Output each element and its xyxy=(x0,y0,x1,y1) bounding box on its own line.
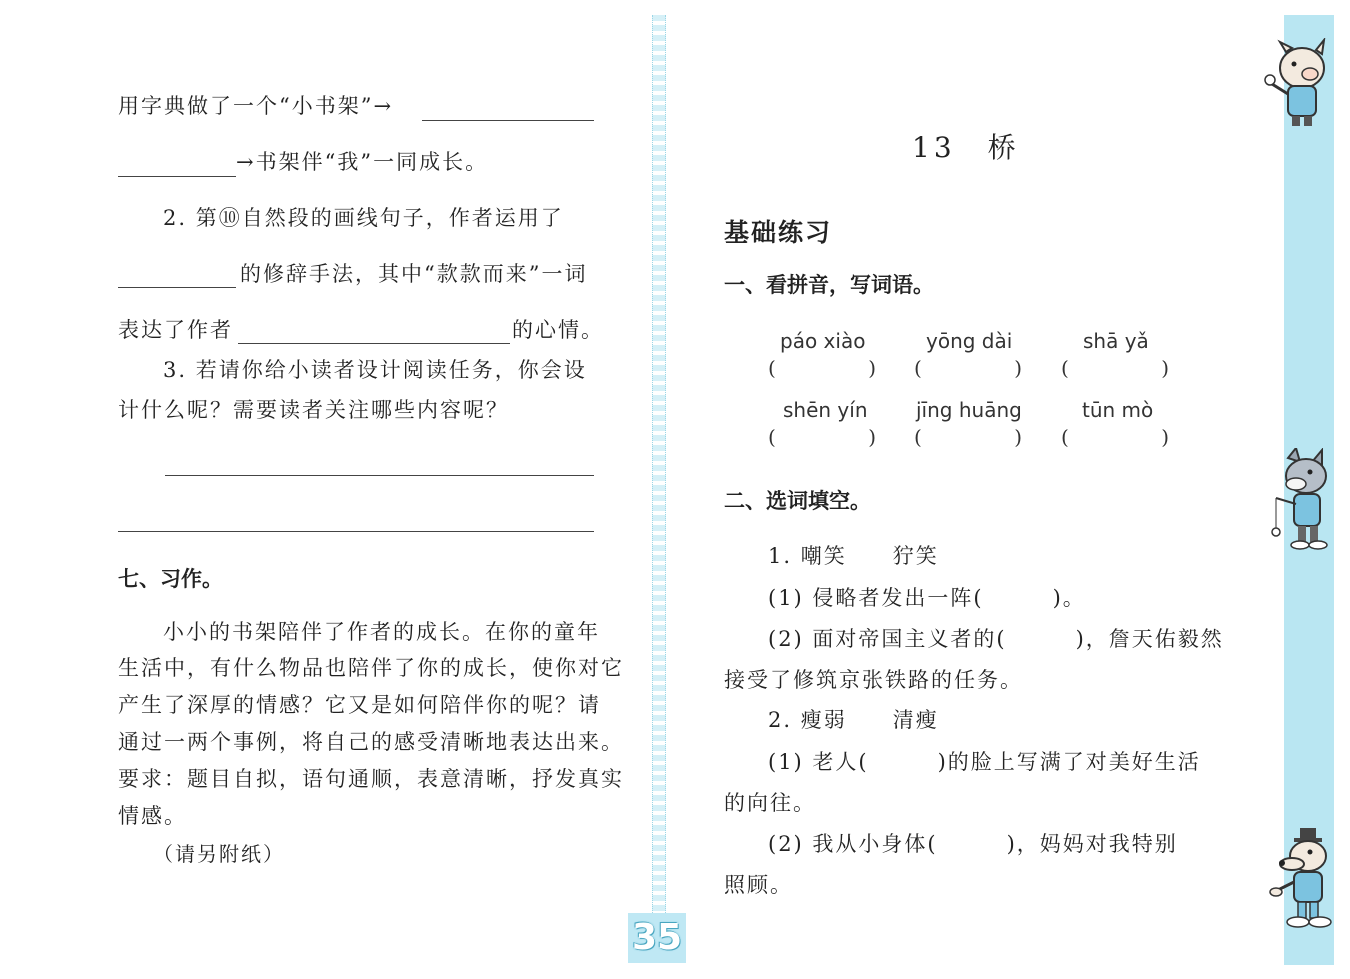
word-choice-1: 1. 嘲笑 狞笑 xyxy=(768,544,939,568)
left-line-2: →书架伴“我”一同成长。 xyxy=(236,150,489,174)
pinyin-label: jīng huāng xyxy=(916,398,1022,422)
essay-line: 通过一两个事例，将自己的感受清晰地表达出来。 xyxy=(118,730,624,754)
essay-line: 要求：题目自拟，语句通顺，表意清晰，抒发真实 xyxy=(118,767,624,791)
sentence: 接受了修筑京张铁路的任务。 xyxy=(724,668,1023,692)
question-2-line-1: 2. 第⑩自然段的画线句子，作者运用了 xyxy=(163,206,564,230)
question-3-line-2: 计什么呢？需要读者关注哪些内容呢？ xyxy=(118,398,509,422)
page-number: 35 xyxy=(628,913,686,963)
answer-box[interactable]: ( ) xyxy=(768,425,876,449)
sentence: (2) 面对帝国主义者的( )，詹天佑毅然 xyxy=(768,627,1224,651)
answer-box[interactable]: ( ) xyxy=(1061,425,1169,449)
question-2-line-3-head: 表达了作者 xyxy=(118,318,233,342)
answer-line[interactable] xyxy=(118,531,594,532)
essay-line: 产生了深厚的情感？它又是如何陪伴你的呢？请 xyxy=(118,693,601,717)
pinyin-label: páo xiào xyxy=(780,329,866,353)
answer-blank[interactable] xyxy=(422,120,594,121)
question-2-line-2: 的修辞手法，其中“款款而来”一词 xyxy=(240,262,588,286)
answer-blank[interactable] xyxy=(118,176,236,177)
part-1-heading: 一、看拼音，写词语。 xyxy=(724,273,934,297)
sentence: (1) 侵略者发出一阵( )。 xyxy=(768,586,1086,610)
section-title: 基础练习 xyxy=(724,218,833,247)
pinyin-label: yōng dài xyxy=(926,329,1013,353)
sentence: (2) 我从小身体( )，妈妈对我特别 xyxy=(768,832,1178,856)
dog-mascot-icon xyxy=(1262,826,1342,932)
pinyin-label: shēn yín xyxy=(783,398,868,422)
sentence: (1) 老人( )的脸上写满了对美好生活 xyxy=(768,750,1201,774)
answer-line[interactable] xyxy=(165,475,594,476)
sentence: 的向往。 xyxy=(724,791,816,815)
pinyin-label: shā yǎ xyxy=(1083,329,1149,353)
pinyin-label: tūn mò xyxy=(1082,398,1154,422)
section-7-heading: 七、习作。 xyxy=(118,567,223,591)
page-divider xyxy=(652,15,666,915)
answer-box[interactable]: ( ) xyxy=(914,356,1022,380)
part-2-heading: 二、选词填空。 xyxy=(724,489,871,513)
answer-blank[interactable] xyxy=(118,287,236,288)
answer-box[interactable]: ( ) xyxy=(1061,356,1169,380)
answer-box[interactable]: ( ) xyxy=(914,425,1022,449)
essay-line: 情感。 xyxy=(118,804,187,828)
attach-note: （请另附纸） xyxy=(153,842,285,866)
sentence: 照顾。 xyxy=(724,873,793,897)
pig-mascot-icon xyxy=(1258,38,1338,130)
lesson-title: 13 桥 xyxy=(912,131,1020,164)
essay-line: 生活中，有什么物品也陪伴了你的成长，使你对它 xyxy=(118,656,624,680)
question-2-line-3-tail: 的心情。 xyxy=(512,318,604,342)
word-choice-2: 2. 瘦弱 清瘦 xyxy=(768,708,939,732)
answer-box[interactable]: ( ) xyxy=(768,356,876,380)
left-line-1: 用字典做了一个“小书架”→ xyxy=(118,94,394,118)
answer-blank[interactable] xyxy=(238,343,510,344)
essay-line: 小小的书架陪伴了作者的成长。在你的童年 xyxy=(163,620,600,644)
question-3-line-1: 3. 若请你给小读者设计阅读任务，你会设 xyxy=(163,358,587,382)
wolf-mascot-icon xyxy=(1266,448,1342,552)
